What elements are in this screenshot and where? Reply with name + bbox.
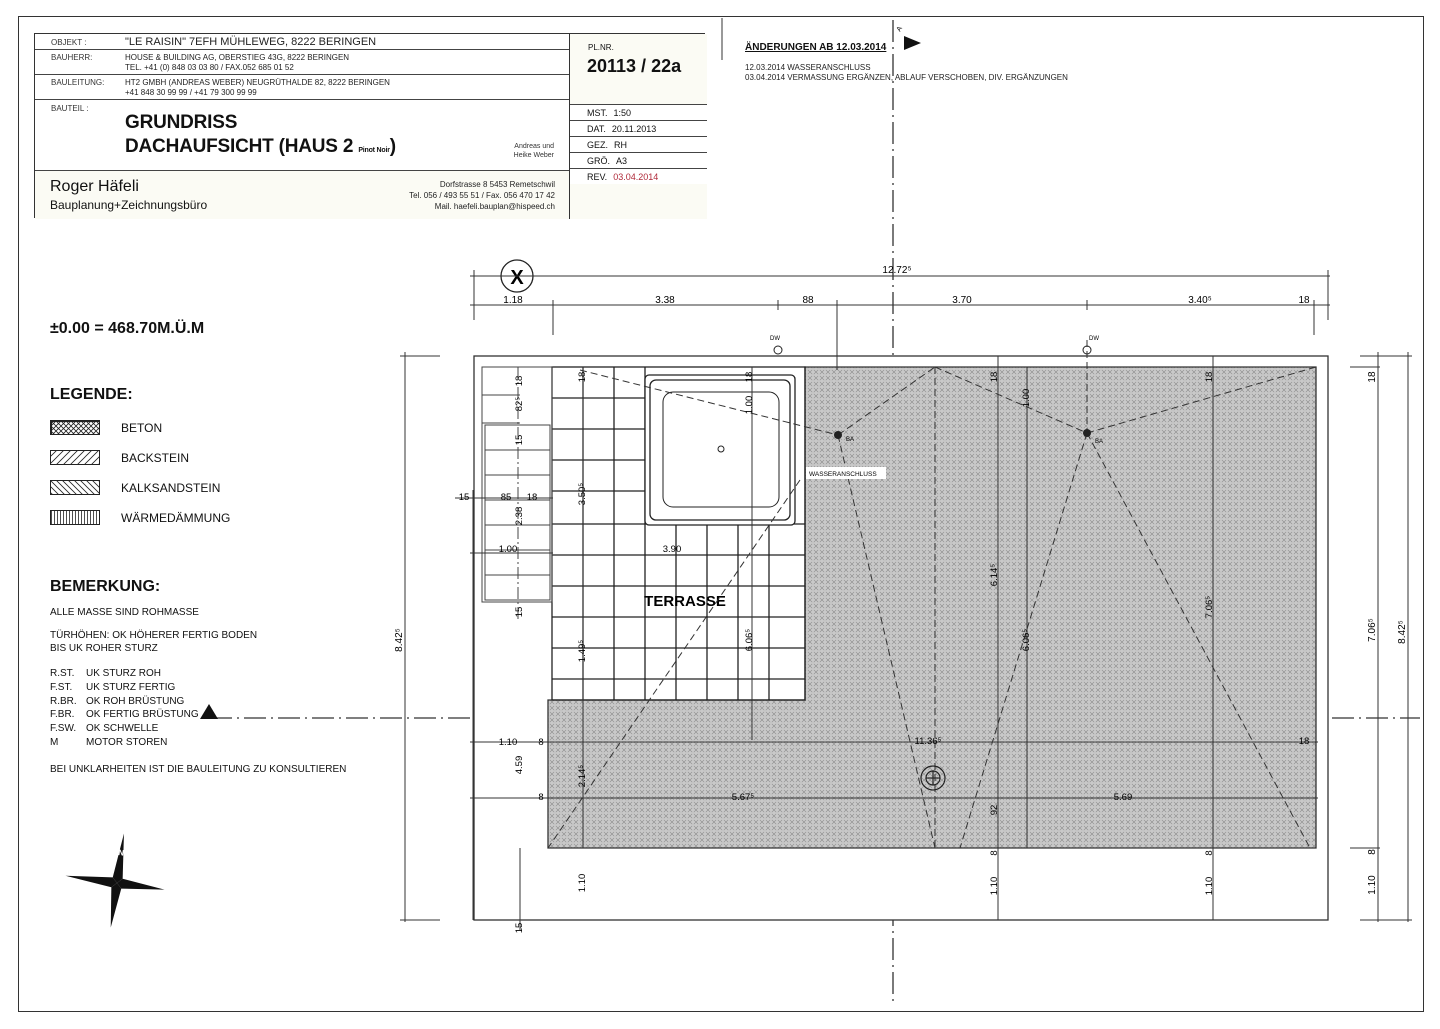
meta-key: MST. [587,108,608,118]
address-mail: Mail. haefeli.bauplan@hispeed.ch [434,202,555,211]
dim-label: 1.00 [1021,388,1032,408]
dimensions-left [400,352,473,922]
dim-label: 7.06⁵ [1204,595,1215,619]
dim-label: 1.10 [1367,875,1378,895]
drain-label: BA [846,437,855,443]
meta-key: GRÖ. [587,156,611,166]
abbr-key: M [50,736,59,748]
abbr-key: F.SW. [50,723,77,735]
dim-label: 3.90 [662,544,682,555]
meta-value: 1:50 [613,108,632,118]
compass-label: N [117,847,125,858]
dim-label: 18 [989,371,1000,383]
abbr-value: OK ROH BRÜSTUNG [86,695,185,707]
drawing-title-line1: GRUNDRISS [125,112,238,133]
dim-label: 1.10 [577,873,588,893]
revision-item: 03.04.2014 VERMASSUNG ERGÄNZEN, ABLAUF VERSCHOBEN, DIV. ERGÄNZUNGEN [745,73,1068,82]
dim-label: 18 [1298,295,1310,306]
meta-key: DAT. [587,124,606,134]
dim-label: 1.49⁵ [577,639,588,663]
abbr-key: R.ST. [50,668,75,679]
dim-label: 6.14⁵ [989,563,1000,587]
remarks-footer: BEI UNKLARHEITEN IST DIE BAULEITUNG ZU KONSULTIEREN [50,764,347,775]
dim-label: 2.38 [514,506,525,526]
legend-label: WÄRMEDÄMMUNG [121,511,231,525]
dim-label: 15 [458,492,470,503]
legend-label: BACKSTEIN [121,451,190,465]
revision-item: 12.03.2014 WASSERANSCHLUSS [745,63,871,72]
meta-value: RH [614,140,628,150]
level-reference: ±0.00 = 468.70M.Ü.M [50,320,205,337]
title-main: DACHAUFSICHT (HAUS 2 [125,136,359,157]
dim-label: 1.18 [503,295,523,306]
abbr-key: F.BR. [50,709,75,721]
downpipe-label: DW [770,336,780,342]
downpipe-icon [1083,336,1099,354]
dim-label: 18 [1367,371,1378,383]
abbr-value: UK STURZ FERTIG [86,681,176,693]
remark-line: ALLE MASSE SIND ROHMASSE [50,607,199,618]
dim-label: 8 [538,737,544,748]
downpipe-icon [770,336,782,354]
revision-heading: ÄNDERUNGEN AB 12.03.2014 [745,42,887,53]
dim-label: 15 [514,606,525,618]
bauherr-label: BAUHERR: [51,53,93,62]
dim-label: 92 [989,804,1000,816]
dim-label: 18 [744,371,755,383]
dimension-labels-right [1367,371,1408,895]
dim-label: 18 [577,371,588,383]
dim-overall-width: 12.72⁵ [882,265,912,276]
bauleitung-value: HT2 GMBH (ANDREAS WEBER) NEUGRÜTHALDE 82, 8222 BERINGEN [125,78,390,87]
meta-value: 20.11.2013 [611,124,657,134]
dim-label: 85 [500,492,512,503]
dim-label: 2.14⁵ [577,764,588,788]
remark-line: BIS UK ROHER STURZ [50,643,158,654]
bauteil-label: BAUTEIL : [51,104,89,113]
dim-label: 8 [538,792,544,803]
dim-label: 6.06⁵ [1021,628,1032,652]
drain-label: BA [1095,439,1104,445]
dim-label: 18 [526,492,538,503]
downpipe-label: DW [1089,336,1099,342]
north-arrow-icon [59,826,171,934]
dim-label: 8 [1367,849,1378,855]
abbr-value: MOTOR STOREN [86,736,168,748]
dim-label: 8 [1204,850,1215,856]
dim-label: 4.59 [514,755,525,775]
clients-line1: Andreas und [514,143,554,150]
dim-label: 15 [514,434,525,446]
legend-title: LEGENDE: [50,386,133,403]
objekt-value: "LE RAISIN" 7EFH MÜHLEWEG, 8222 BERINGEN [125,36,377,48]
dim-label: 1.10 [989,876,1000,896]
dim-label: 6.06⁵ [744,628,755,652]
dim-label: 8 [989,850,1000,856]
dim-label: 3.40⁵ [1188,295,1212,306]
dim-label: 3.50⁵ [577,482,588,506]
title-close: ) [389,136,396,157]
plan-number-label: PL.NR. [588,43,614,52]
meta-key: GEZ. [587,140,609,150]
dim-label: 18 [514,375,525,387]
remark-line: TÜRHÖHEN: OK HÖHERER FERTIG BODEN [50,630,258,641]
section-arrow-icon [200,704,218,719]
bauherr-phone: TEL. +41 (0) 848 03 03 80 / FAX.052 685 01 52 [125,63,294,72]
meta-key: REV. [587,172,608,182]
dim-label: 18 [1298,736,1310,747]
axis-label: X [510,267,524,289]
dim-label: 18 [1204,371,1215,383]
section-flag-icon [904,36,921,50]
water-connection-label: WASSERANSCHLUSS [809,471,877,478]
hot-tub [645,375,795,525]
dim-label: 82⁵ [514,396,525,412]
firm-subtitle: Bauplanung+Zeichnungsbüro [50,198,208,212]
meta-value: 03.04.2014 [613,172,659,182]
dim-label: 11.36⁵ [914,736,942,747]
dim-label: 1.00 [498,544,518,555]
dim-label: 1.10 [1204,876,1215,896]
objekt-label: OBJEKT : [51,38,87,47]
legend-label: BETON [121,421,163,435]
terrace-label: TERRASSE [644,593,726,610]
clients-line2: Heike Weber [513,152,554,159]
plan-number: 20113 / 22a [587,56,682,76]
legend-label: KALKSANDSTEIN [121,481,221,495]
dim-label: 88 [802,295,814,306]
bauherr-value: HOUSE & BUILDING AG, OBERSTIEG 43G, 8222 BERINGEN [125,53,350,62]
title-variant: Pinot Noir [358,147,390,154]
dim-label: 5.67⁵ [731,792,755,803]
bauleitung-label: BAULEITUNG: [51,78,105,87]
abbr-value: OK FERTIG BRÜSTUNG [86,709,199,721]
dim-label: 1.10 [498,737,518,748]
dim-label: 3.70 [952,295,972,306]
abbr-key: F.ST. [50,681,73,693]
section-marker: A [895,25,905,33]
dimensions-top [470,270,1330,370]
address-phone: Tel. 056 / 493 55 51 / Fax. 056 470 17 42 [409,191,555,200]
firm-name: Roger Häfeli [50,178,139,195]
dim-label: 15 [514,922,525,934]
dim-label: 1.00 [744,395,755,415]
abbr-value: UK STURZ ROH [86,668,161,679]
address-line1: Dorfstrasse 8 5453 Remetschwil [439,180,555,189]
meta-value: A3 [616,156,628,166]
dim-label: 5.69 [1113,792,1133,803]
remarks-title: BEMERKUNG: [50,578,161,595]
dim-overall-depth-left: 8.42⁵ [394,628,405,652]
dim-overall-depth-right: 8.42⁵ [1397,620,1408,644]
bauleitung-phone: +41 848 30 99 99 / +41 79 300 99 99 [125,88,257,97]
dim-label: 3.38 [655,295,675,306]
dimension-labels-top [503,265,1310,306]
abbr-key: R.BR. [50,695,77,707]
abbr-value: OK SCHWELLE [86,723,159,735]
dim-label: 7.06⁵ [1367,618,1378,642]
